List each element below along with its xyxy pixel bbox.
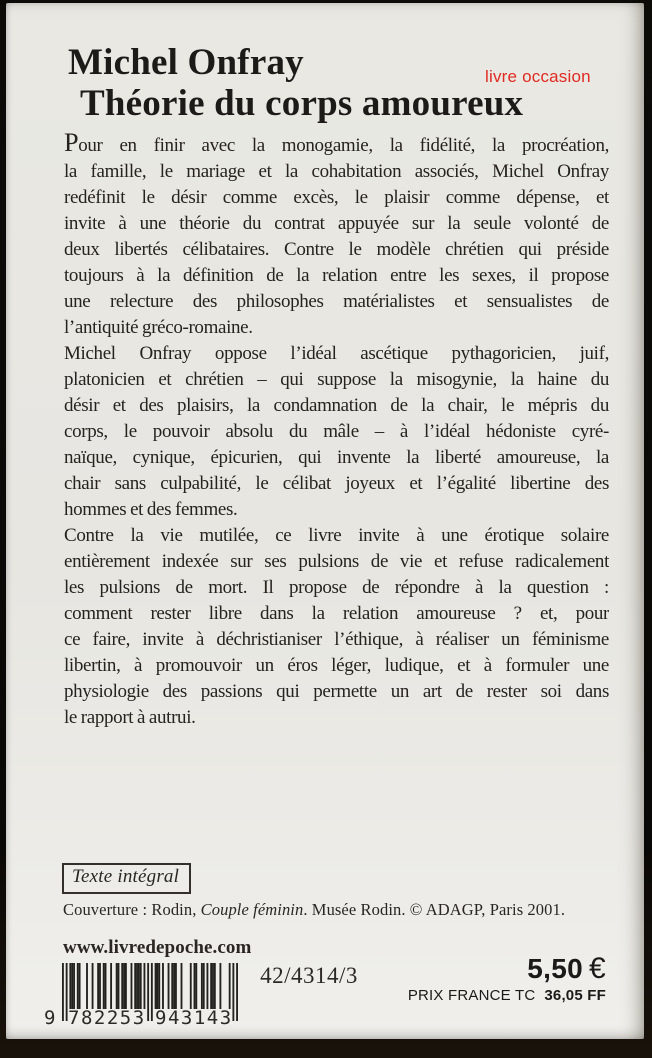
cover-credit <box>63 900 565 920</box>
blurb-line: Michel Onfray oppose l’idéal ascétique pythagoricien, juif, <box>64 343 609 364</box>
book-back-cover <box>6 3 644 1039</box>
blurb-line: désir et des plaisirs, la condamnation de la chair, le mépris du <box>64 395 609 416</box>
blurb-line: naïque, cynique, épicurien, qui invente la liberté amoureuse, la <box>64 447 609 468</box>
blurb-line: comment rester libre dans la relation amoureuse ? et, pour <box>64 603 609 624</box>
blurb-line: redéfinit le désir comme excès, le plaisir comme dépense, et <box>64 187 609 208</box>
author-name: Michel Onfray <box>68 42 304 83</box>
blurb-line: physiologie des passions qui permette un art de rester soi dans <box>64 681 609 702</box>
edition-reference: 42/4314/3 <box>260 963 358 988</box>
blurb-line: Contre la vie mutilée, ce livre invite à une érotique solaire <box>64 525 609 546</box>
barcode-digits <box>44 1007 240 1033</box>
barcode-digit-lead: 9 <box>44 1007 56 1029</box>
blurb-line: entièrement indexée sur ses pulsions de vie et refuse radicalement <box>64 551 609 572</box>
blurb-line: la famille, le mariage et la cohabitation associés, Michel Onfray <box>64 161 609 182</box>
blurb-line: platonicien et chrétien – qui suppose la misogynie, la haine du <box>64 369 609 390</box>
barcode-digit-group-2: 943143 <box>155 1007 233 1029</box>
blurb-line: le rapport à autrui. <box>64 707 196 728</box>
blurb-line: invite à une théorie du contrat appuyée sur la seule volonté de <box>64 213 609 234</box>
livre-occasion-stamp: livre occasion <box>485 67 591 86</box>
blurb-line: chair sans culpabilité, le célibat joyeux et l’égalité libertine des <box>64 473 609 494</box>
barcode-digit-group-1: 782253 <box>68 1007 146 1029</box>
price-france-label: PRIX FRANCE TC <box>407 987 536 1004</box>
blurb-paragraph-3 <box>64 523 609 731</box>
blurb-line: Pour en finir avec la monogamie, la fidélité, la procréation, <box>64 130 609 157</box>
texte-integral-badge <box>62 863 191 894</box>
price-francs-amount: 36,05 FF <box>544 987 606 1004</box>
texte-integral-label: Texte intégral <box>72 866 180 887</box>
price-block <box>408 954 606 1004</box>
ean-barcode <box>44 963 240 1041</box>
blurb-line: hommes et des femmes. <box>64 499 238 520</box>
blurb-line: corps, le pouvoir absolu du mâle – à l’idéal hédoniste cyré- <box>64 421 609 442</box>
back-cover-blurb <box>64 130 609 731</box>
blurb-line: une relecture des philosophes matérialistes et sensualistes de <box>64 291 609 312</box>
price-france-line <box>408 987 606 1004</box>
blurb-paragraph-2 <box>64 341 609 523</box>
blurb-line: ce faire, invite à déchristianiser l’éthique, à réaliser un féminisme <box>64 629 609 650</box>
euro-sign: € <box>589 952 606 985</box>
blurb-line: toujours à la définition de la relation entre les sexes, il propose <box>64 265 609 286</box>
blurb-line: libertin, à promouvoir un éros léger, ludique, et à formuler une <box>64 655 609 676</box>
blurb-line: deux libertés célibataires. Contre le modèle chrétien qui préside <box>64 239 609 260</box>
blurb-line: l’antiquité gréco-romaine. <box>64 317 253 338</box>
blurb-line: les pulsions de mort. Il propose de répondre à la question : <box>64 577 609 598</box>
website-url: www.livredepoche.com <box>63 937 252 958</box>
credit-suffix: . Musée Rodin. © ADAGP, Paris 2001. <box>303 900 566 919</box>
price-euro-line <box>408 954 606 984</box>
credit-artwork-title: Couple féminin <box>200 900 304 919</box>
book-title: Théorie du corps amoureux <box>80 83 524 124</box>
price-euro-amount: 5,50 <box>527 953 583 984</box>
blurb-paragraph-1 <box>64 130 609 341</box>
credit-prefix: Couverture : Rodin, <box>63 900 201 919</box>
